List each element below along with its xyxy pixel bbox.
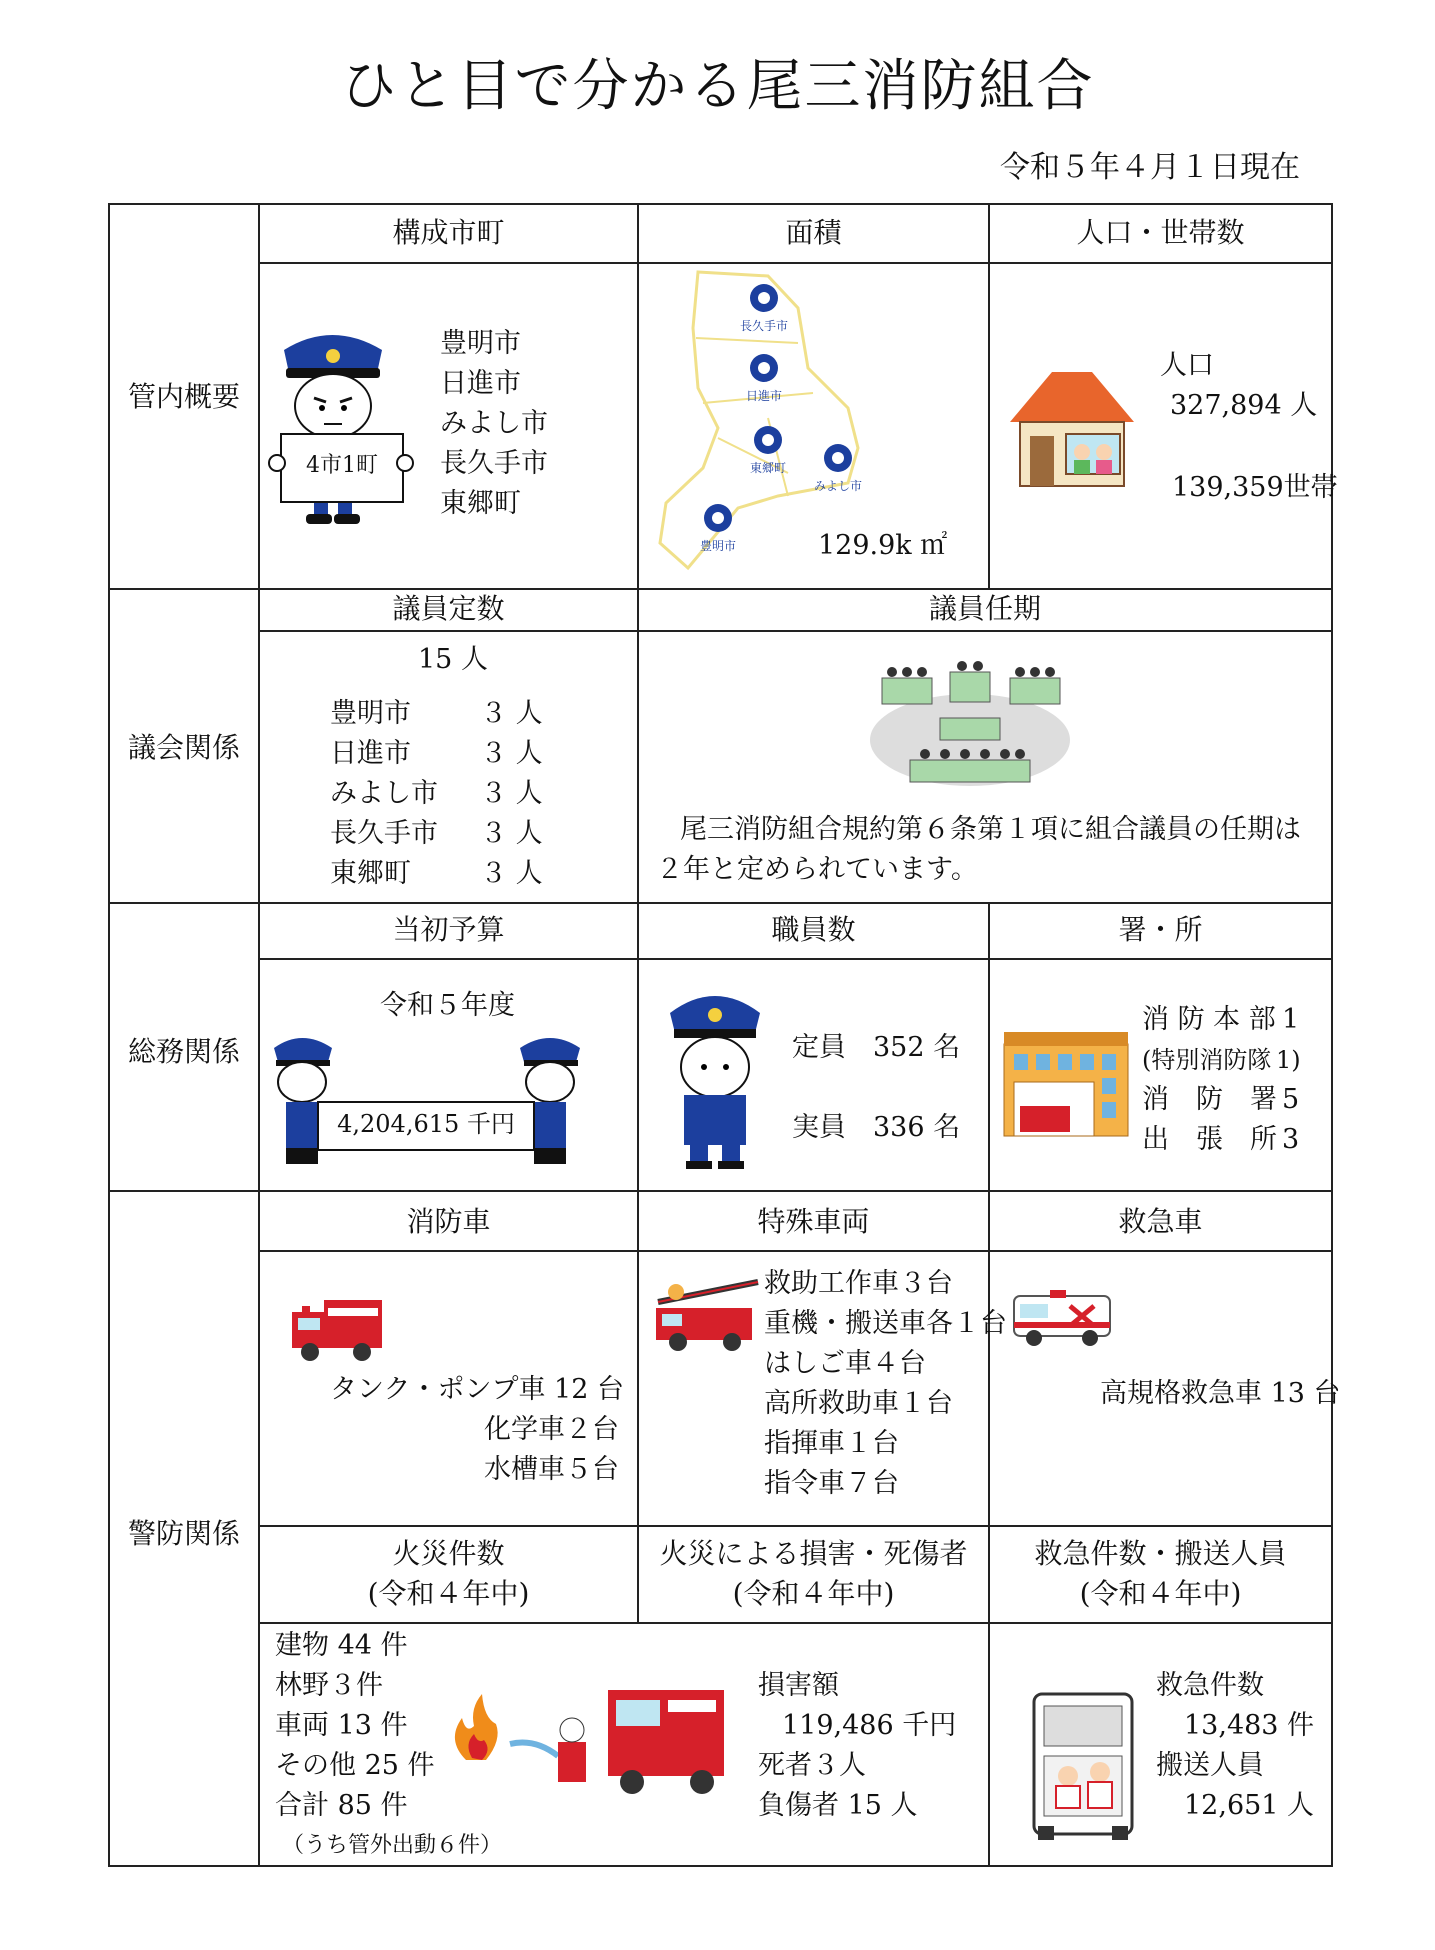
ambulance-icon xyxy=(1010,1282,1114,1348)
municipality-2: 日進市 xyxy=(440,368,521,399)
section-label-defense: 警防関係 xyxy=(127,1517,240,1550)
households-value: 139,359世帯 xyxy=(1172,472,1338,503)
special-vehicle-2: 重機・搬送車各１台 xyxy=(764,1308,1007,1339)
map-label-3: 東郷町 xyxy=(749,461,787,475)
header-special-vehicles: 特殊車両 xyxy=(757,1205,870,1238)
station-count-1: 1 xyxy=(1282,1004,1300,1035)
page-title: ひと目で分かる尾三消防組合 xyxy=(340,54,1095,119)
header-stations: 署・所 xyxy=(1118,913,1203,946)
fires-forest: 林野３件 xyxy=(275,1670,383,1701)
header-term: 議員任期 xyxy=(928,592,1041,625)
population-label: 人口 xyxy=(1160,350,1214,381)
seat-city-4: 長久手市 xyxy=(330,818,438,849)
section-label-general: 総務関係 xyxy=(127,1035,240,1068)
header-fire-count-period: (令和４年中) xyxy=(367,1577,530,1610)
special-vehicle-1: 救助工作車３台 xyxy=(764,1268,953,1299)
ambulance-count: 高規格救急車 13 台 xyxy=(1100,1378,1341,1409)
firefighting-scene-illustration xyxy=(440,1680,750,1800)
map-label-5: 豊明市 xyxy=(699,539,737,553)
term-text-line-2: ２年と定められています。 xyxy=(656,854,978,885)
municipality-5: 東郷町 xyxy=(440,488,521,519)
transport-count: 12,651 人 xyxy=(1184,1790,1315,1821)
sign-text: 4市1町 xyxy=(306,453,378,478)
house-illustration xyxy=(1002,370,1137,490)
term-text-line-1: 尾三消防組合規約第６条第１項に組合議員の任期は xyxy=(680,814,1301,845)
header-municipalities: 構成市町 xyxy=(392,216,505,249)
station-name-4: 出 張 所 xyxy=(1142,1124,1277,1155)
budget-value: 4,204,615 千円 xyxy=(337,1110,515,1138)
staff-fixed: 定員 352 名 xyxy=(792,1032,961,1063)
damage-label: 損害額 xyxy=(758,1670,839,1701)
header-seats: 議員定数 xyxy=(392,592,505,625)
header-population: 人口・世帯数 xyxy=(1076,216,1245,249)
seat-count-2: ３ 人 xyxy=(480,738,543,769)
map-label-4: みよし市 xyxy=(813,479,863,493)
section-label-overview: 管内概要 xyxy=(127,380,240,413)
seats-total: 15 人 xyxy=(418,644,488,675)
injuries-value: 負傷者 15 人 xyxy=(758,1790,918,1821)
ladder-truck-icon xyxy=(650,1278,762,1354)
area-value: 129.9k ㎡ xyxy=(818,530,948,561)
transport-label: 搬送人員 xyxy=(1156,1750,1264,1781)
ems-label: 救急件数 xyxy=(1156,1670,1264,1701)
seat-city-5: 東郷町 xyxy=(330,858,411,889)
map-label-1: 長久手市 xyxy=(739,319,789,333)
fire-station-illustration xyxy=(998,1020,1134,1140)
damage-value: 119,486 千円 xyxy=(782,1710,957,1741)
staff-actual: 実員 336 名 xyxy=(792,1112,961,1143)
ambulance-rear-illustration xyxy=(1028,1686,1138,1846)
station-count-4: 3 xyxy=(1282,1124,1300,1155)
budget-year: 令和５年度 xyxy=(380,990,515,1021)
map-label-2: 日進市 xyxy=(745,389,783,403)
station-count-3: 5 xyxy=(1282,1084,1300,1115)
saluting-firefighter-illustration xyxy=(660,985,770,1170)
header-fire-trucks: 消防車 xyxy=(406,1205,491,1238)
fires-other: その他 25 件 xyxy=(275,1750,435,1781)
header-ems: 救急件数・搬送人員 xyxy=(1034,1537,1287,1570)
population-value: 327,894 人 xyxy=(1170,390,1318,421)
deaths-value: 死者３人 xyxy=(758,1750,866,1781)
fires-building: 建物 44 件 xyxy=(275,1630,408,1661)
header-budget: 当初予算 xyxy=(392,913,505,946)
budget-banner-illustration xyxy=(262,1030,592,1170)
fires-note: （うち管外出動６件） xyxy=(282,1833,503,1858)
fires-total: 合計 85 件 xyxy=(275,1790,408,1821)
seat-city-3: みよし市 xyxy=(330,778,438,809)
seat-city-1: 豊明市 xyxy=(330,698,411,729)
station-name-2: (特別消防隊 xyxy=(1142,1046,1272,1074)
header-area: 面積 xyxy=(785,216,842,249)
seat-count-1: ３ 人 xyxy=(480,698,543,729)
fire-truck-line-3: 水槽車５台 xyxy=(484,1454,619,1485)
ems-count: 13,483 件 xyxy=(1184,1710,1315,1741)
fire-truck-line-2: 化学車２台 xyxy=(484,1414,619,1445)
seat-count-4: ３ 人 xyxy=(480,818,543,849)
fires-vehicle: 車両 13 件 xyxy=(275,1710,408,1741)
station-name-3: 消 防 署 xyxy=(1142,1084,1277,1115)
fire-truck-icon xyxy=(288,1290,388,1366)
municipality-3: みよし市 xyxy=(440,408,548,439)
seat-count-5: ３ 人 xyxy=(480,858,543,889)
header-damage: 火災による損害・死傷者 xyxy=(659,1537,968,1570)
header-ambulances: 救急車 xyxy=(1118,1205,1203,1238)
section-label-assembly: 議会関係 xyxy=(127,731,240,764)
municipality-1: 豊明市 xyxy=(440,328,521,359)
header-staff: 職員数 xyxy=(771,913,856,946)
station-count-2: 1) xyxy=(1276,1046,1301,1074)
seat-count-3: ３ 人 xyxy=(480,778,543,809)
header-ems-period: (令和４年中) xyxy=(1079,1577,1242,1610)
header-damage-period: (令和４年中) xyxy=(732,1577,895,1610)
fire-truck-line-1: タンク・ポンプ車 12 台 xyxy=(330,1374,624,1405)
special-vehicle-4: 高所救助車１台 xyxy=(764,1388,953,1419)
municipality-4: 長久手市 xyxy=(440,448,548,479)
seat-city-2: 日進市 xyxy=(330,738,411,769)
assembly-hall-illustration xyxy=(870,660,1070,790)
station-name-1: 消 防 本 部 xyxy=(1142,1004,1276,1035)
special-vehicle-5: 指揮車１台 xyxy=(764,1428,899,1459)
header-fire-count: 火災件数 xyxy=(392,1537,505,1570)
special-vehicle-3: はしご車４台 xyxy=(764,1348,926,1379)
as-of-date: 令和５年４月１日現在 xyxy=(1000,150,1300,185)
special-vehicle-6: 指令車７台 xyxy=(764,1468,899,1499)
